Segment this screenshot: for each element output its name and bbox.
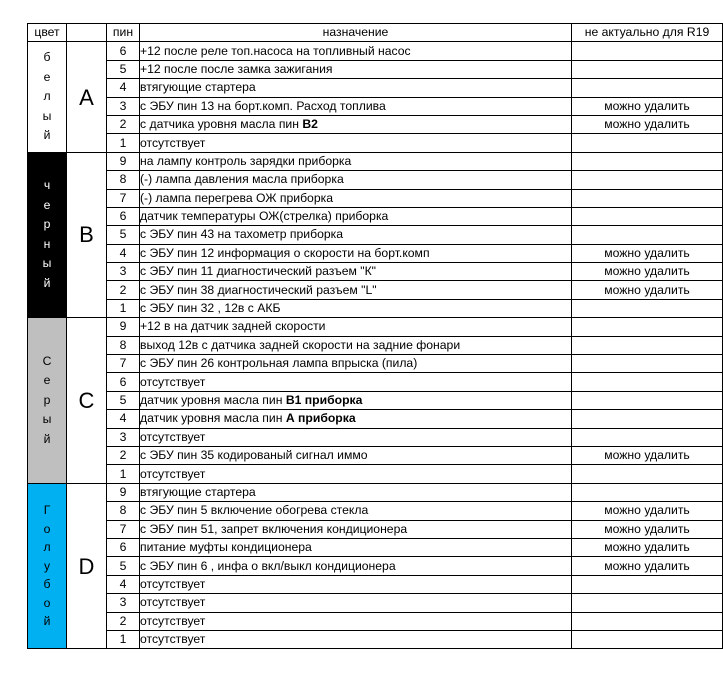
not-actual-note: можно удалить xyxy=(572,244,723,262)
table-row xyxy=(28,630,723,648)
pin-purpose-text: отсутствует xyxy=(140,429,206,444)
pin-purpose-text: отсутствует xyxy=(140,576,206,591)
pin-purpose-text: втягующие стартера xyxy=(140,80,256,95)
pin-purpose-text: с ЭБУ пин 51, запрет включения кондиционера xyxy=(140,521,408,536)
pin-number: 6 xyxy=(107,207,140,225)
pin-number: 6 xyxy=(107,42,140,60)
pin-purpose-text: с ЭБУ пин 6 , инфа о вкл/выкл кондиционера xyxy=(140,558,396,573)
pin-purpose xyxy=(140,152,572,170)
pin-number: 7 xyxy=(107,520,140,538)
pin-purpose xyxy=(140,594,572,612)
not-actual-note: можно удалить xyxy=(572,557,723,575)
pin-number: 2 xyxy=(107,446,140,464)
pin-number: 8 xyxy=(107,502,140,520)
pin-purpose-text: втягующие стартера xyxy=(140,484,256,499)
wire-color-letter: й xyxy=(43,128,51,143)
not-actual-note xyxy=(572,594,723,612)
pin-number: 4 xyxy=(107,575,140,593)
pin-purpose xyxy=(140,428,572,446)
table-row xyxy=(28,465,723,483)
pin-purpose-text: отсутствует xyxy=(140,632,206,647)
header-purpose: назначение xyxy=(140,24,572,42)
table-row xyxy=(28,115,723,133)
pin-purpose-text: с ЭБУ пин 35 кодированый сигнал иммо xyxy=(140,448,368,463)
not-actual-note xyxy=(572,612,723,630)
table-row xyxy=(28,557,723,575)
not-actual-note xyxy=(572,79,723,97)
pin-number: 4 xyxy=(107,410,140,428)
connector-label: C xyxy=(67,318,107,484)
pin-number: 3 xyxy=(107,263,140,281)
pin-purpose-text: с ЭБУ пин 38 диагностический разъем "L" xyxy=(140,282,377,297)
wire-color-letter: у xyxy=(43,558,51,573)
wire-color-letter: й xyxy=(43,275,51,290)
pin-number: 4 xyxy=(107,244,140,262)
pin-purpose-text: на лампу контроль зарядки приборка xyxy=(140,153,352,168)
not-actual-note: можно удалить xyxy=(572,538,723,556)
table-row xyxy=(28,428,723,446)
pin-number: 1 xyxy=(107,134,140,152)
pin-purpose xyxy=(140,97,572,115)
pin-purpose-text: отсутствует xyxy=(140,595,206,610)
not-actual-note: можно удалить xyxy=(572,446,723,464)
wire-color-letter: е xyxy=(43,69,51,84)
table-row xyxy=(28,207,723,225)
not-actual-note xyxy=(572,189,723,207)
pin-purpose xyxy=(140,630,572,648)
table-row xyxy=(28,134,723,152)
header-color: цвет xyxy=(28,24,67,42)
pin-purpose-text: отсутствует xyxy=(140,466,206,481)
wire-color-cell xyxy=(28,152,67,318)
table-row xyxy=(28,594,723,612)
wire-color-letter: е xyxy=(43,373,51,388)
pin-number: 3 xyxy=(107,428,140,446)
header-row xyxy=(28,24,723,42)
pin-number: 2 xyxy=(107,612,140,630)
not-actual-note xyxy=(572,465,723,483)
pin-number: 1 xyxy=(107,630,140,648)
pin-number: 5 xyxy=(107,557,140,575)
not-actual-note xyxy=(572,483,723,501)
header-connector xyxy=(67,24,107,42)
pin-purpose xyxy=(140,355,572,373)
pin-number: 9 xyxy=(107,318,140,336)
table-row xyxy=(28,299,723,317)
table-row xyxy=(28,483,723,501)
pin-purpose-text: питание муфты кондиционера xyxy=(140,540,312,555)
pin-purpose xyxy=(140,575,572,593)
pin-purpose xyxy=(140,520,572,538)
pin-purpose-text: с ЭБУ пин 12 информация о скорости на борт.комп xyxy=(140,245,430,260)
pin-purpose xyxy=(140,244,572,262)
pin-purpose-bold: А приборка xyxy=(285,411,356,426)
pin-purpose-bold: B1 приборка xyxy=(285,393,363,407)
not-actual-note xyxy=(572,226,723,244)
pin-purpose xyxy=(140,336,572,354)
not-actual-note xyxy=(572,428,723,446)
not-actual-note xyxy=(572,336,723,354)
pin-purpose xyxy=(140,483,572,501)
not-actual-note xyxy=(572,630,723,648)
table-row xyxy=(28,60,723,78)
wire-color-letter: С xyxy=(42,353,52,368)
wire-color-letter: р xyxy=(43,392,51,407)
table-row xyxy=(28,189,723,207)
wire-color-letter: е xyxy=(43,197,51,212)
not-actual-note xyxy=(572,152,723,170)
pin-number: 3 xyxy=(107,594,140,612)
wire-color-letter: н xyxy=(43,236,51,251)
pin-number: 7 xyxy=(107,189,140,207)
not-actual-note: можно удалить xyxy=(572,520,723,538)
wire-color-letter: Г xyxy=(43,503,51,518)
wire-color-letter: ы xyxy=(42,256,52,271)
table-row xyxy=(28,171,723,189)
table-body xyxy=(28,42,723,649)
pin-purpose xyxy=(140,502,572,520)
pin-purpose-text: отсутствует xyxy=(140,135,206,150)
table-row xyxy=(28,336,723,354)
pin-number: 5 xyxy=(107,60,140,78)
not-actual-note: можно удалить xyxy=(572,502,723,520)
table-row xyxy=(28,244,723,262)
not-actual-note xyxy=(572,299,723,317)
pin-purpose-text: (-) лампа перегрева ОЖ приборка xyxy=(140,190,333,205)
wire-color-letter: л xyxy=(43,89,51,104)
pin-purpose xyxy=(140,373,572,391)
wire-color-letter: о xyxy=(43,595,51,610)
pin-purpose-text: с ЭБУ пин 13 на борт.комп. Расход топлива xyxy=(140,98,386,113)
pin-number: 8 xyxy=(107,171,140,189)
connector-label: D xyxy=(67,483,107,649)
pin-number: 2 xyxy=(107,281,140,299)
table-row xyxy=(28,410,723,428)
pin-purpose xyxy=(140,391,572,409)
pin-purpose xyxy=(140,79,572,97)
pin-purpose-text: с ЭБУ пин 11 диагностический разъем "К" xyxy=(140,264,376,279)
pin-purpose-text: отсутствует xyxy=(140,613,206,628)
wire-color-letter: б xyxy=(43,577,51,592)
pin-purpose-text: выход 12в с датчика задней скорости на задние фонари xyxy=(140,337,461,352)
pin-number: 2 xyxy=(107,115,140,133)
wire-color-cell xyxy=(28,483,67,649)
not-actual-note xyxy=(572,575,723,593)
pin-purpose xyxy=(140,299,572,317)
wire-color-letter: о xyxy=(43,521,51,536)
pin-number: 9 xyxy=(107,483,140,501)
pin-number: 8 xyxy=(107,336,140,354)
pin-purpose xyxy=(140,171,572,189)
pin-purpose xyxy=(140,557,572,575)
wire-color-letter: л xyxy=(43,540,51,555)
not-actual-note xyxy=(572,410,723,428)
not-actual-note xyxy=(572,207,723,225)
table-row xyxy=(28,520,723,538)
table-row xyxy=(28,226,723,244)
not-actual-note xyxy=(572,373,723,391)
pin-purpose-text: с ЭБУ пин 5 включение обогрева стекла xyxy=(140,503,369,518)
connector-pinout-table xyxy=(27,23,723,649)
wire-color-letter: й xyxy=(43,431,51,446)
pin-purpose-text: с ЭБУ пин 43 на тахометр приборка xyxy=(140,227,344,242)
not-actual-note: можно удалить xyxy=(572,97,723,115)
table-row xyxy=(28,263,723,281)
header-not-actual: не актуально для R19 xyxy=(572,24,723,42)
pin-purpose-bold: B2 xyxy=(302,117,318,132)
table-row xyxy=(28,152,723,170)
table-row xyxy=(28,391,723,409)
wire-color-letter: ы xyxy=(42,412,52,427)
wire-color-letter: б xyxy=(43,50,51,65)
pin-purpose xyxy=(140,465,572,483)
wire-color-cell xyxy=(28,318,67,484)
table-row xyxy=(28,502,723,520)
not-actual-note xyxy=(572,355,723,373)
pin-number: 6 xyxy=(107,373,140,391)
pin-purpose-text: отсутствует xyxy=(140,374,206,389)
pin-purpose xyxy=(140,263,572,281)
table-row xyxy=(28,446,723,464)
pin-purpose xyxy=(140,115,572,133)
wire-color-cell xyxy=(28,42,67,152)
table-row xyxy=(28,97,723,115)
pin-purpose-text: (-) лампа давления масла приборка xyxy=(140,172,344,187)
pin-purpose xyxy=(140,410,572,428)
table-row xyxy=(28,355,723,373)
pin-purpose-text: +12 в на датчик задней скорости xyxy=(140,319,326,334)
pin-purpose-text: с ЭБУ пин 26 контрольная лампа впрыска (пила) xyxy=(140,356,418,371)
table-row xyxy=(28,318,723,336)
not-actual-note xyxy=(572,60,723,78)
table-row xyxy=(28,373,723,391)
wire-color-letter: ы xyxy=(42,108,52,123)
pin-purpose-text: датчик уровня масла пин xyxy=(140,411,286,426)
pin-purpose-text: +12 после реле топ.насоса на топливный насос xyxy=(140,43,411,58)
pin-purpose xyxy=(140,60,572,78)
pin-purpose-text: датчик температуры ОЖ(стрелка) приборка xyxy=(140,209,389,224)
pin-purpose-text: датчик уровня масла пин xyxy=(140,393,286,407)
pin-purpose xyxy=(140,42,572,60)
wire-color-letter: й xyxy=(43,614,51,629)
pin-number: 1 xyxy=(107,299,140,317)
table-row xyxy=(28,79,723,97)
pin-purpose-text: с датчика уровня масла пин xyxy=(140,117,303,132)
table-row xyxy=(28,281,723,299)
pin-number: 1 xyxy=(107,465,140,483)
connector-label: B xyxy=(67,152,107,318)
pin-number: 7 xyxy=(107,355,140,373)
pin-purpose xyxy=(140,189,572,207)
not-actual-note xyxy=(572,42,723,60)
not-actual-note xyxy=(572,134,723,152)
connector-label: A xyxy=(67,42,107,152)
pin-purpose xyxy=(140,134,572,152)
not-actual-note: можно удалить xyxy=(572,115,723,133)
pin-number: 5 xyxy=(107,226,140,244)
pin-purpose xyxy=(140,446,572,464)
not-actual-note: можно удалить xyxy=(572,281,723,299)
pin-number: 6 xyxy=(107,538,140,556)
pin-purpose xyxy=(140,281,572,299)
pin-number: 3 xyxy=(107,97,140,115)
table-row xyxy=(28,538,723,556)
table-row xyxy=(28,575,723,593)
wire-color-letter: ч xyxy=(43,178,51,193)
not-actual-note xyxy=(572,391,723,409)
pin-purpose xyxy=(140,612,572,630)
pin-purpose xyxy=(140,538,572,556)
table-row xyxy=(28,612,723,630)
not-actual-note xyxy=(572,318,723,336)
not-actual-note xyxy=(572,171,723,189)
wire-color-letter: р xyxy=(43,217,51,232)
pin-purpose xyxy=(140,226,572,244)
pin-number: 5 xyxy=(107,391,140,409)
pin-purpose-text: с ЭБУ пин 32 , 12в с АКБ xyxy=(140,301,281,316)
pin-purpose xyxy=(140,318,572,336)
table-row xyxy=(28,42,723,60)
not-actual-note: можно удалить xyxy=(572,263,723,281)
pin-number: 9 xyxy=(107,152,140,170)
pin-purpose xyxy=(140,207,572,225)
pin-purpose-text: +12 после после замка зажигания xyxy=(140,61,333,76)
header-pin: пин xyxy=(107,24,140,42)
pin-number: 4 xyxy=(107,79,140,97)
